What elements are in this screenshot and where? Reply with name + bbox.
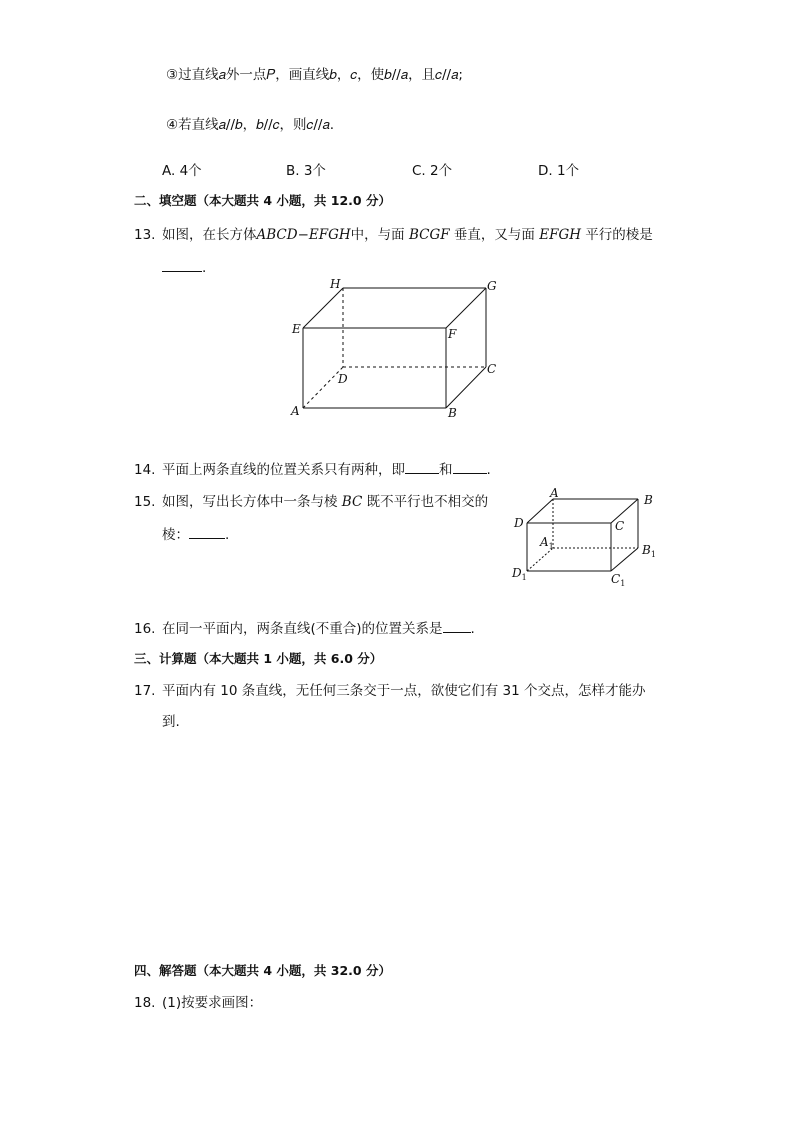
vertex-label-d1: $D_1$ [512,566,527,582]
answer-blank[interactable] [453,460,487,474]
statement-3: ③过直线𝑎外一点𝑃，画直线𝑏，𝑐，使𝑏//𝑎，且𝑐//𝑎; [166,67,463,83]
math-expression: EFGH [539,227,581,243]
vertex-label-c: C [615,519,625,533]
question-text: 如图，在长方体 [162,227,257,243]
vertex-label-a: A [550,488,559,500]
question-16 [134,619,475,638]
section-fill-in-blank: 二、填空题（本大题共 4 小题，共 12.0 分） [134,193,391,208]
vertex-label-f: F [448,327,457,341]
question-18 [134,994,262,1012]
question-number: 17. [134,683,156,699]
question-text: 在同一平面内，两条直线(不重合)的位置关系是 [162,621,443,637]
vertex-label-b: B [644,493,653,507]
punctuation: . [486,462,491,478]
question-text: 平面内有 10 条直线，无任何三条交于一点，欲使它们有 31 个交点，怎样才能办 [162,683,646,699]
section-calculation: 三、计算题（本大题共 1 小题，共 6.0 分） [134,651,383,666]
math-expression: ABCD−EFGH [256,227,351,243]
math-expression: BCGF [408,227,450,243]
option-a: A. 4个 [162,163,202,179]
vertex-label-d: D [338,372,348,386]
question-text: 既不平行也不相交的 [366,494,489,510]
question-text: 平行的棱是 [585,227,653,243]
option-d: D. 1个 [538,163,580,179]
answer-blank[interactable] [405,460,439,474]
punctuation: . [470,621,475,637]
question-number: 14. [134,462,156,478]
question-text: 平面上两条直线的位置关系只有两种，即 [162,462,405,478]
question-15 [134,493,488,511]
vertex-label-e: E [292,322,301,336]
question-13-answer-line [162,258,206,277]
answer-blank[interactable] [162,258,202,272]
question-text: (1)按要求画图： [162,995,263,1011]
vertex-label-a1: $A_1$ [540,535,554,551]
option-c: C. 2个 [412,163,453,179]
question-15-answer-line [162,525,229,544]
answer-blank[interactable] [443,619,471,633]
punctuation: . [202,260,207,276]
question-text: 中，与面 [350,227,405,243]
vertex-label-g: G [487,279,497,293]
cuboid-figure-13 [280,275,520,425]
question-text: 棱： [162,527,189,543]
vertex-label-c: C [487,362,497,376]
question-number: 15. [134,494,156,510]
answer-blank[interactable] [189,525,225,539]
vertex-label-b1: $B_1$ [642,543,656,559]
vertex-label-b: B [448,406,457,420]
question-17 [134,682,646,700]
section-solution: 四、解答题（本大题共 4 小题，共 32.0 分） [134,963,391,978]
vertex-label-d: D [514,516,524,530]
math-expression: BC [341,494,363,510]
question-13 [134,226,653,244]
vertex-label-h: H [330,277,341,291]
question-number: 13. [134,227,156,243]
question-number: 18. [134,995,156,1011]
question-17-line-2: 到. [162,714,180,730]
question-text: 垂直，又与面 [453,227,535,243]
option-b: B. 3个 [286,163,326,179]
cuboid-figure-15 [508,488,668,588]
question-text: 如图，写出长方体中一条与棱 [162,494,338,510]
statement-4: ④若直线𝑎//𝑏，𝑏//𝑐，则𝑐//𝑎. [166,117,335,133]
question-number: 16. [134,621,156,637]
question-text: 和 [439,462,453,478]
vertex-label-a: A [291,404,300,418]
vertex-label-c1: $C_1$ [611,572,626,588]
punctuation: . [225,527,230,543]
question-14 [134,460,491,479]
